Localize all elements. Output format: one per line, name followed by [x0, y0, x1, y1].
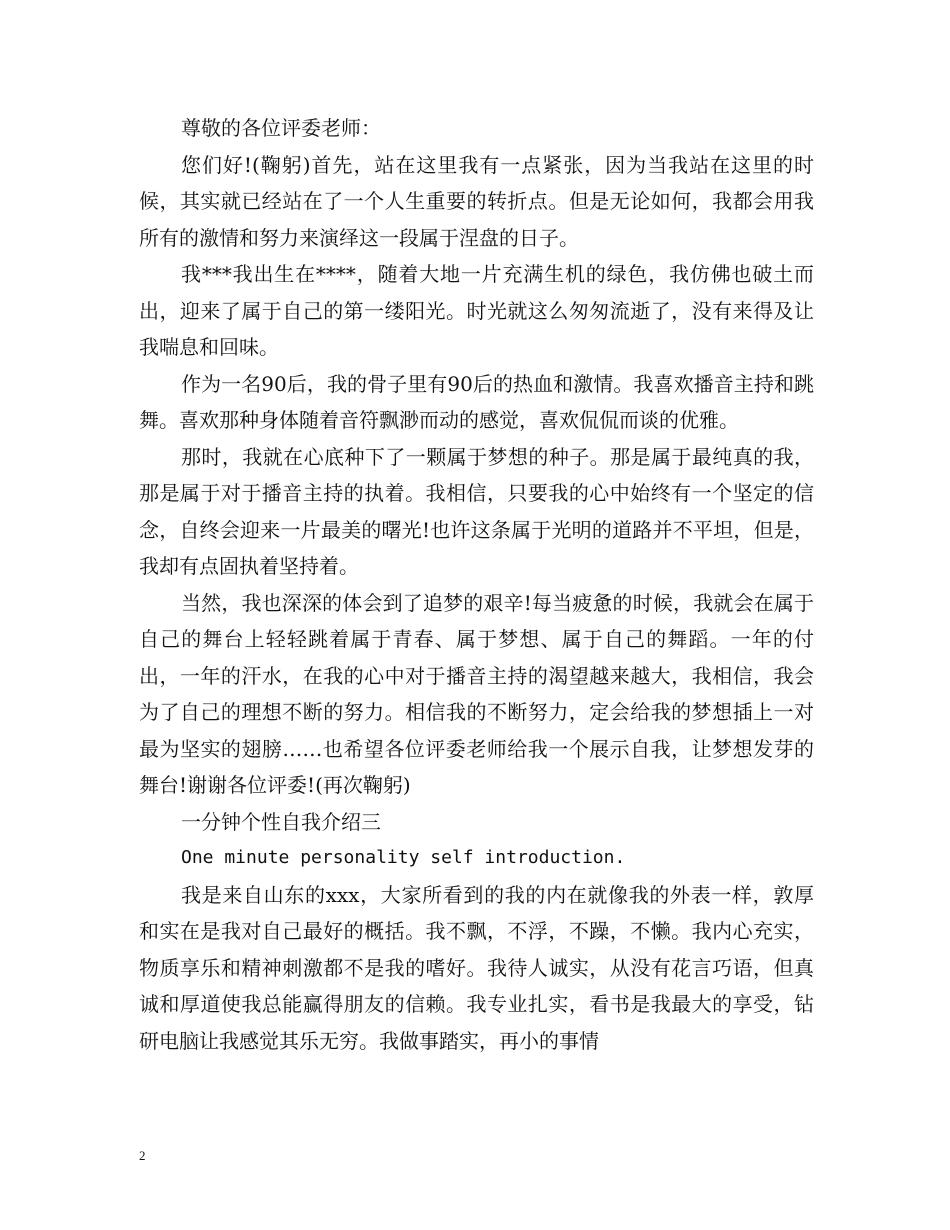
page-number: 2 — [139, 1148, 146, 1163]
salutation-paragraph: 尊敬的各位评委老师： — [181, 116, 381, 140]
body-paragraph: 您们好!(鞠躬)首先，站在这里我有一点紧张，因为当我站在这里的时候，其实就已经站在了一个人生重要的转折点。但是无论如何，我都会用我所有的激情和努力来演绎这一段属于涅盘的日子。 — [139, 152, 814, 250]
body-paragraph: 那时，我就在心底种下了一颗属于梦想的种子。那是属于最纯真的我，那是属于对于播音主持的执着。我相信，只要我的心中始终有一个坚定的信念，自终会迎来一片最美的曙光!也许这条属于光明的道路并不平坦，但是，我却有点固执着坚持着。 — [139, 444, 814, 578]
body-paragraph: 我是来自山东的xxx，大家所看到的我的内在就像我的外表一样，敦厚和实在是我对自己最好的概括。我不飘，不浮，不躁，不懒。我内心充实，物质享乐和精神刺激都不是我的嗜好。我待人诚实，从没有花言巧语，但真诚和厚道使我总能赢得朋友的信赖。我专业扎实，看书是我最大的享受，钻研电脑让我感觉其乐无穷。我做事踏实，再小的事情 — [139, 882, 814, 1053]
document-body — [139, 110, 814, 1059]
body-paragraph: 作为一名90后，我的骨子里有90后的热血和激情。我喜欢播音主持和跳舞。喜欢那种身体随着音符飘渺而动的感觉，喜欢侃侃而谈的优雅。 — [139, 371, 814, 432]
section-heading: 一分钟个性自我介绍三 — [181, 809, 381, 834]
english-subtitle: One minute personality self introduction. — [181, 847, 626, 868]
body-paragraph: 我***我出生在****，随着大地一片充满生机的绿色，我仿佛也破土而出，迎来了属于自己的第一缕阳光。时光就这么匆匆流逝了，没有来得及让我喘息和回味。 — [139, 262, 814, 359]
body-paragraph: 当然，我也深深的体会到了追梦的艰辛!每当疲惫的时候，我就会在属于自己的舞台上轻轻跳着属于青春、属于梦想、属于自己的舞蹈。一年的付出，一年的汗水，在我的心中对于播音主持的渴望越来越大，我相信，我会为了自己的理想不断的努力。相信我的不断努力，定会给我的梦想插上一对最为坚实的翅膀……也希望各位评委老师给我一个展示自我，让梦想发芽的舞台!谢谢各位评委!(再次鞠躬) — [139, 590, 814, 797]
